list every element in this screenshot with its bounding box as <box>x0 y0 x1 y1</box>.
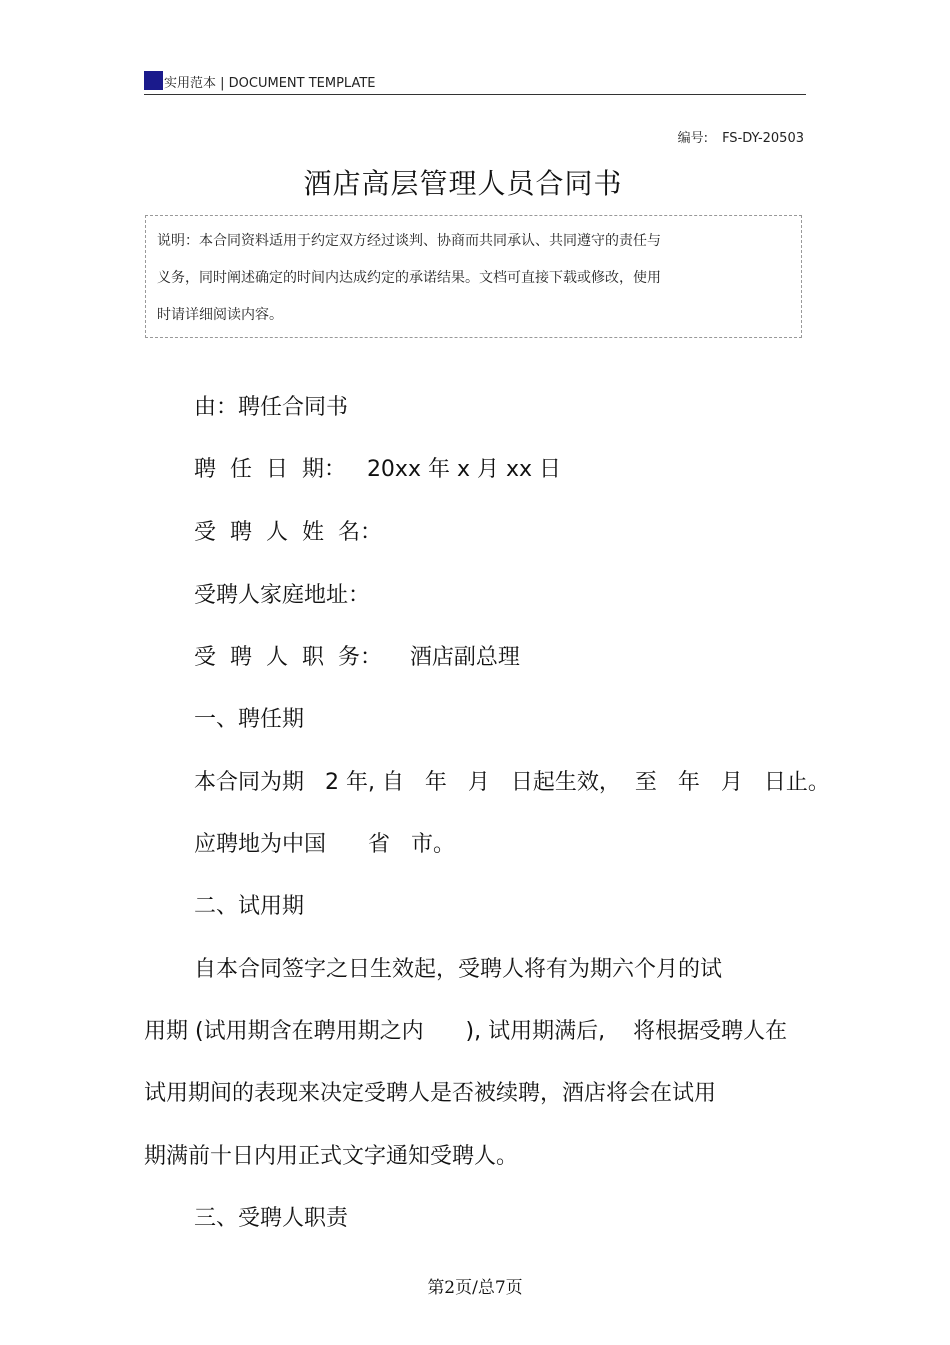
description-line: 时请详细阅读内容。 <box>157 307 283 323</box>
section-heading-duties: 三、受聘人职责 <box>194 1206 349 1231</box>
document-number-value: FS-DY-20503 <box>722 131 804 146</box>
body-paragraph-line: 试用期间的表现来决定受聘人是否被续聘，酒店将会在试用 <box>144 1081 717 1106</box>
body-line-appointer: 由：聘任合同书 <box>194 395 349 420</box>
description-box <box>145 215 802 338</box>
body-line-appointee-name: 受 聘 人 姓 名： <box>194 520 382 545</box>
body-paragraph-line: 本合同为期 2 年, 自 年 月 日起生效， 至 年 月 日止。 <box>194 770 830 795</box>
header-text: 实用范本 | DOCUMENT TEMPLATE <box>164 76 376 91</box>
body-paragraph-line: 应聘地为中国 省 市。 <box>194 832 455 857</box>
description-line: 义务，同时阐述确定的时间内达成约定的承诺结果。文档可直接下载或修改，使用 <box>157 270 661 286</box>
body-paragraph-line: 期满前十日内用正式文字通知受聘人。 <box>144 1144 519 1169</box>
body-line-appointment-date: 聘 任 日 期： 20xx 年 x 月 xx 日 <box>194 457 561 482</box>
document-title: 酒店高层管理人员合同书 <box>303 167 623 200</box>
section-heading-term: 一、聘任期 <box>194 707 305 732</box>
document-number-label: 编号: <box>677 131 709 146</box>
document-number <box>678 127 804 146</box>
header-logo-square <box>144 71 163 90</box>
body-paragraph-line: 用期 (试用期含在聘用期之内 ), 试用期满后, 将根据受聘人在 <box>144 1019 788 1044</box>
section-heading-probation: 二、试用期 <box>194 894 305 919</box>
body-line-appointee-position: 受 聘 人 职 务： 酒店副总理 <box>194 645 520 670</box>
body-line-appointee-address: 受聘人家庭地址： <box>194 583 371 608</box>
description-line: 说明：本合同资料适用于约定双方经过谈判、协商而共同承认、共同遵守的责任与 <box>157 233 661 249</box>
page-header <box>144 68 806 95</box>
body-paragraph-line: 自本合同签字之日生效起，受聘人将有为期六个月的试 <box>194 957 723 982</box>
page-footer: 第2页/总7页 <box>427 1278 523 1298</box>
